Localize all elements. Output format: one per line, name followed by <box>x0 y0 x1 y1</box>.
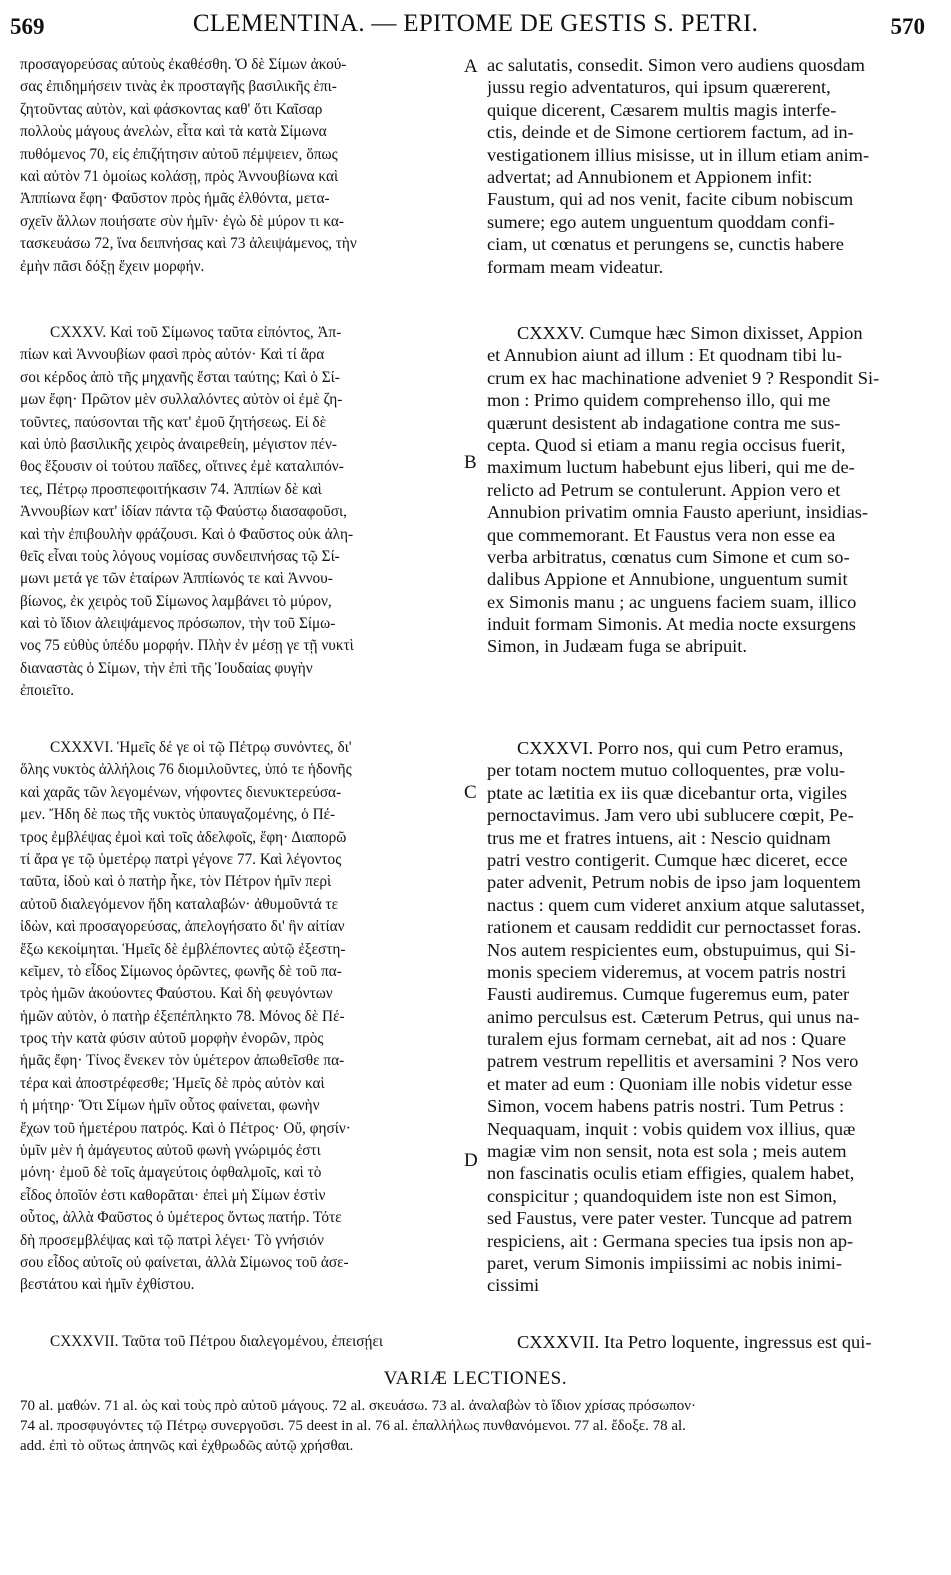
text-line: Simon, vocem habens patris nostri. Tum Petrus : <box>487 1096 845 1117</box>
text-line: jussu regio adventaturos, qui ipsum quærerent, <box>487 77 831 98</box>
text-line: rationem et causam reddidit cur pernoctasset foras. <box>487 917 862 938</box>
text-line: ἡ μήτηρ· Ὅτι Σίμων ἡμῖν οὗτος φαίνεται, φωνὴν <box>20 1097 320 1115</box>
text-line: CXXXVI. Ἡμεῖς δέ γε οἱ τῷ Πέτρῳ συνόντες, δι' <box>50 739 352 756</box>
greek-paragraph-cxxxv <box>20 322 472 703</box>
text-line: sed Faustus, vere pater vester. Tuncque ad patrem <box>487 1208 853 1229</box>
text-line: σχεῖν ἄλλων ποιήσατε σὺν ἡμῖν· ἐγὼ δὲ μύρον τι κα- <box>20 212 344 230</box>
text-line: ex Simonis manu ; ac unguens faciem suam, illico <box>487 591 857 612</box>
text-line: CXXXV. Καὶ τοῦ Σίμωνος ταῦτα εἰπόντος, Ἀπ- <box>50 324 342 341</box>
text-line: conspicitur ; quandoquidem iste non est Simon, <box>487 1185 837 1206</box>
margin-marker-b: B <box>464 452 477 473</box>
text-line: ἐποιεῖτο. <box>20 682 75 700</box>
text-line: et Annubion aiunt ad illum : Et quodnam tibi lu- <box>487 345 843 366</box>
text-line: τέρα καὶ ἀποστρέφεσθε; Ἡμεῖς δὲ πρὸς αὐτὸν καὶ <box>20 1074 325 1092</box>
text-line: αὐτοῦ διαλεγόμενον ἤδη καταλαβών· ἀθυμοῦντά τε <box>20 895 339 913</box>
text-line: πίων καὶ Ἀννουβίων φασὶ πρὸς αὐτόν· Καὶ τί ἄρα <box>20 346 325 364</box>
text-line: ἰδὼν, καὶ προσαγορεύσας, ἀπελογήσατο δι' ἣν αἰτίαν <box>20 918 345 936</box>
text-line: τοῦντες, παύσονται τῆς κατ' ἐμοῦ ζητήσεως. Εἰ δὲ <box>20 413 327 431</box>
text-line: CXXXVI. Porro nos, qui cum Petro eramus, <box>517 738 844 758</box>
text-line: non fascinatis oculis etiam effigies, qualem habet, <box>487 1163 855 1184</box>
text-line: καὶ χαρᾶς τῶν λεγομένων, νήφοντες διενυκτερεύσα- <box>20 783 342 801</box>
text-line: βεστάτου καὶ ἡμῖν ἐχθίστου. <box>20 1276 195 1294</box>
text-line: patri vestro contigerit. Cumque hæc diceret, ecce <box>487 849 848 870</box>
text-line: πολλοὺς μάγους ἀνελὼν, εἶτα καὶ τὰ κατὰ Σίμωνα <box>20 123 327 141</box>
text-line: τασκευάσω 72, ἵνα δειπνήσας καὶ 73 ἀλειψάμενος, τὴν <box>20 235 357 253</box>
text-line: ἔχων τοῦ ἡμετέρου πατρός. Καὶ ὁ Πέτρος· Οὔ, φησίν· <box>20 1119 351 1137</box>
text-line: turalem ejus formam cernebat, ait ad nos : Quare <box>487 1029 846 1050</box>
text-line: Nequaquam, inquit : vobis quidem vox illius, quæ <box>487 1118 856 1139</box>
text-line: θος ἕξουσιν οἱ τούτου παῖδες, οἵτινες ἐμὲ καταλιπόν- <box>20 458 344 476</box>
text-line: pernoctavimus. Jam vero ubi sublucere cœpit, Pe- <box>487 805 854 826</box>
text-line: verba arbitratus, cœnatus cum Simone et cum so- <box>487 546 850 567</box>
text-line: εἶδος ὁποῖόν ἐστι καθορᾶται· ἐπεὶ μὴ Σίμων ἐστὶν <box>20 1186 326 1204</box>
text-line: sumere; ego autem unguentum quoddam confi- <box>487 211 835 232</box>
text-line: ptate ac lætitia ex iis quæ dicebantur orta, vigiles <box>487 782 848 803</box>
text-line: ἡμᾶς ἔφη· Τίνος ἕνεκεν τὸν ὑμέτερον ἀπωθεῖσθε πα- <box>20 1052 345 1070</box>
text-line: διαναστὰς ὁ Σίμων, τὴν ἐπὶ τῆς Ἰουδαίας φυγὴν <box>20 659 313 677</box>
text-line: relicto ad Petrum se contulerunt. Appion vero et <box>487 479 841 500</box>
text-line: advertat; ad Annubionem et Appionem infit: <box>487 166 813 187</box>
text-line: Nos autem respicientes eum, obstupuimus, qui Si- <box>487 939 856 960</box>
text-line: ὅλης νυκτὸς ἀλλήλοις 76 διομιλοῦντες, ὑπό τε ἡδονῆς <box>20 761 352 779</box>
text-line: κεῖμεν, τὸ εἶδος Σίμωνος ὁρῶντες, φωνῆς δὲ τοῦ πα- <box>20 962 342 980</box>
page-header <box>0 4 951 40</box>
text-line: τί ἄρα γε τῷ ὑμετέρῳ πατρὶ γέγονε 77. Καὶ λέγοντος <box>20 850 342 868</box>
text-line: βίωνος, ἐκ χειρὸς τοῦ Σίμωνος λαμβάνει τὸ μύρον, <box>20 592 332 610</box>
text-line: dalibus Appione et Annubione, unguentum sumit <box>487 569 848 590</box>
margin-marker-c: C <box>464 782 477 803</box>
text-line: ἐμὴν πᾶσι δόξῃ ἔχειν μορφήν. <box>20 257 205 275</box>
text-line: Faustum, qui ad nos venit, facite cibum nobiscum <box>487 189 854 210</box>
text-line: trus me et fratres intuens, ait : Nescio quidnam <box>487 827 831 848</box>
text-line: nactus : quem cum videret anxium atque salutasset, <box>487 894 865 915</box>
text-line: Ἀννουβίων κατ' ἰδίαν πάντα τῷ Φαύστῳ διασαφοῦσι, <box>20 503 347 521</box>
text-line: magiæ vim non sensit, nota est sola ; meis autem <box>487 1141 847 1162</box>
text-line: καὶ αὐτὸν 71 ὁμοίως κολάσῃ, πρὸς Ἀννουβίωνα καὶ <box>20 167 339 185</box>
text-line: animo perculsus est. Cæterum Petrus, qui unus na- <box>487 1006 860 1027</box>
text-line: ζητοῦντας αὐτὸν, καὶ φάσκοντας καθ' ὅτι Καῖσαρ <box>20 100 323 118</box>
text-line: maximum luctum habebunt ejus liberi, qui me de- <box>487 457 855 478</box>
text-line: CXXXVII. Ταῦτα τοῦ Πέτρου διαλεγομένου, ἐπεισῄει <box>50 1333 384 1350</box>
text-line: per totam noctem mutuo colloquentes, præ volu- <box>487 760 846 781</box>
text-line: προσαγορεύσας αὐτοὺς ἐκαθέσθη. Ὁ δὲ Σίμων ἀκού- <box>20 56 347 73</box>
text-line: CXXXVII. Ita Petro loquente, ingressus est qui- <box>517 1332 872 1352</box>
text-line: ctis, deinde et de Simone certiorem factum, ad in- <box>487 122 854 143</box>
text-line: cissimi <box>487 1275 540 1296</box>
text-line: cepta. Quod si etiam a manu regia occisus fuerit, <box>487 434 846 455</box>
latin-paragraph-cxxxvi <box>487 737 927 1297</box>
text-line: μεν. Ἤδη δὲ πως τῆς νυκτὸς ὑπαυγαζομένης, ὁ Πέ- <box>20 806 336 824</box>
text-line: καὶ τὸ ἴδιον ἀλειψάμενος πρόσωπον, τὴν τοῦ Σίμω- <box>20 615 336 633</box>
text-line: δὴ προσεμβλέψας καὶ τῷ πατρὶ λέγει· Τὸ γνήσιόν <box>20 1231 324 1249</box>
text-line: quique dicerent, Cæsarem multis magis interfe- <box>487 99 837 120</box>
text-line: et mater ad eum : Quoniam ille nobis videtur esse <box>487 1073 853 1094</box>
greek-paragraph-cxxxvi <box>20 737 472 1297</box>
text-line: οὗτος, ἀλλὰ Φαῦστος ὁ ὑμέτερος ὄντως πατήρ. Τότε <box>20 1209 342 1227</box>
text-line: τες, Πέτρῳ προσπεφοιτήκασιν 74. Ἀππίων δὲ καὶ <box>20 480 322 498</box>
text-line: Ἀππίωνα ἔφη· Φαῦστον πρὸς ἡμᾶς ἐλθόντα, μετα- <box>20 190 330 208</box>
text-line: respiciens, ait : Germana species tua ipsis non ap- <box>487 1230 854 1251</box>
latin-paragraph-1 <box>487 54 927 278</box>
variae-lectiones-title: VARIÆ LECTIONES. <box>383 1368 568 1389</box>
latin-paragraph-cxxxv <box>487 322 927 658</box>
margin-marker-d: D <box>464 1150 478 1171</box>
text-line: σου εἶδος αὐτοῖς οὐ φαίνεται, ἀλλὰ Σίμωνος τοῦ ἀσε- <box>20 1253 349 1271</box>
text-line: 70 al. μαθών. 71 al. ὡς καὶ τοὺς πρὸ αὐτοῦ μάγους. 72 al. σκευάσω. 73 al. ἀναλαβὼν τὸ ἴδιον χρίσας πρόσωπον· <box>20 1398 697 1414</box>
text-line: CXXXV. Cumque hæc Simon dixisset, Appion <box>517 323 863 343</box>
text-line: ciam, ut cœnatus et perungens se, cunctis habere <box>487 234 844 255</box>
text-line: Simon, in Judæam fuga se abripuit. <box>487 636 748 657</box>
text-line: monis speciem videremus, at vocem patris nostri <box>487 961 847 982</box>
text-line: νος 75 εὐθὺς ὑπέδυ μορφήν. Πλὴν ἐν μέσῃ γε τῇ νυκτὶ <box>20 637 354 655</box>
text-line: que commemorant. Et Faustus vera non esse ea <box>487 524 836 545</box>
greek-paragraph-cxxxvii <box>20 1331 472 1353</box>
text-line: induit formam Simonis. At media nocte exsurgens <box>487 614 856 635</box>
text-line: σοι κέρδος ἀπὸ τῆς μηχανῆς ἔσται ταύτης; Καὶ ὁ Σί- <box>20 368 340 386</box>
text-line: formam meam videatur. <box>487 256 664 277</box>
text-line: paret, verum Simonis impiissimi ac nobis inimi- <box>487 1252 843 1273</box>
text-line: σας ἐπιδημήσειν τινὰς ἐκ προσταγῆς βασιλικῆς ἐπι- <box>20 78 337 96</box>
text-line: ἔξω κεκοίμηται. Ἡμεῖς δὲ ἐμβλέποντες αὐτῷ ἐξεστη- <box>20 940 346 958</box>
text-line: θεῖς εἶναι τοὺς λόγους νομίσας συνδειπνήσας τῷ Σί- <box>20 547 340 565</box>
text-line: καὶ ὑπὸ βασιλικῆς χειρὸς ἀναιρεθείη, μέγιστον πέν- <box>20 435 337 453</box>
text-line: mon : Primo quidem comprehenso illo, qui me <box>487 390 831 411</box>
text-line: τρος τὴν κατὰ φύσιν αὐτοῦ μορφὴν ἐνορῶν, πρὸς <box>20 1030 324 1048</box>
text-line: ταῦτα, ἰδοὺ καὶ ὁ πατὴρ ἧκε, τὸν Πέτρον ἡμῖν περὶ <box>20 873 332 891</box>
text-line: vestigationem illius misisse, ut in illum etiam anim- <box>487 144 870 165</box>
page-number-right: 570 <box>890 14 925 39</box>
text-line: τρος ἐμβλέψας ἐμοὶ καὶ τοῖς ἀδελφοῖς, ἔφη· Διαπορῶ <box>20 828 347 846</box>
text-line: patrem vestrum repellitis et aversamini ? Nos vero <box>487 1051 859 1072</box>
latin-paragraph-cxxxvii <box>487 1331 927 1353</box>
text-line: μόνη· ἐμοῦ δὲ τοῖς ἀμαγεύτοις ὀφθαλμοῖς, καὶ τὸ <box>20 1164 322 1182</box>
text-line: ac salutatis, consedit. Simon vero audiens quosdam <box>487 55 865 75</box>
text-line: ὑμῖν μὲν ἡ ἀμάγευτος αὐτοῦ φωνὴ γνώριμός ἐστι <box>20 1142 321 1160</box>
text-line: Fausti audiremus. Cumque fugeremus eum, pater <box>487 984 850 1005</box>
text-line: add. ἐπὶ τὸ οὕτως ἀπηνῶς καὶ ἐχθρωδῶς αὐτῷ χρήσθαι. <box>20 1438 354 1454</box>
text-line: ἡμῶν αὐτὸν, ὁ πατὴρ ἐξεπέπληκτο 78. Μόνος δὲ Πέ- <box>20 1007 345 1025</box>
text-line: quærunt desistent ab indagatione contra me sus- <box>487 412 841 433</box>
greek-paragraph-1 <box>20 54 472 278</box>
text-line: Annubion privatim omnia Fausto aperiunt, insidias- <box>487 502 869 523</box>
text-line: pater advenit, Petrum nobis de ipso jam loquentem <box>487 872 861 893</box>
margin-marker-a: A <box>464 56 478 77</box>
text-line: μωνι μετά γε τῶν ἑταίρων Ἀππίωνός τε καὶ Ἀννου- <box>20 570 333 588</box>
text-line: 74 al. προσφυγόντες τῷ Πέτρῳ συνεργοῦσι. 75 deest in al. 76 al. ἐπαλλήλως πυνθανόμενοι. 77 al. ἔδοξε. 78 al. <box>20 1418 686 1434</box>
running-title: CLEMENTINA. — EPITOME DE GESTIS S. PETRI. <box>192 10 759 37</box>
text-line: crum ex hac machinatione adveniet 9 ? Respondit Si- <box>487 367 880 388</box>
text-line: καὶ τὴν ἐπιβουλὴν φράζουσι. Καὶ ὁ Φαῦστος οὐκ ἀλη- <box>20 525 354 543</box>
text-line: μων ἔφη· Πρῶτον μὲν συλλαλόντες αὐτὸν οἱ ἐμὲ ζη- <box>20 391 343 409</box>
text-line: τρὸς ἡμῶν ἀκούοντες Φαύστου. Καὶ δὴ φευγόντων <box>20 985 333 1003</box>
page-number-left: 569 <box>10 14 45 39</box>
variae-lectiones-notes <box>20 1396 935 1456</box>
text-line: πυθόμενος 70, εἰς ἐπιζήτησιν αὐτοῦ πέμψειεν, ὅπως <box>20 145 338 163</box>
